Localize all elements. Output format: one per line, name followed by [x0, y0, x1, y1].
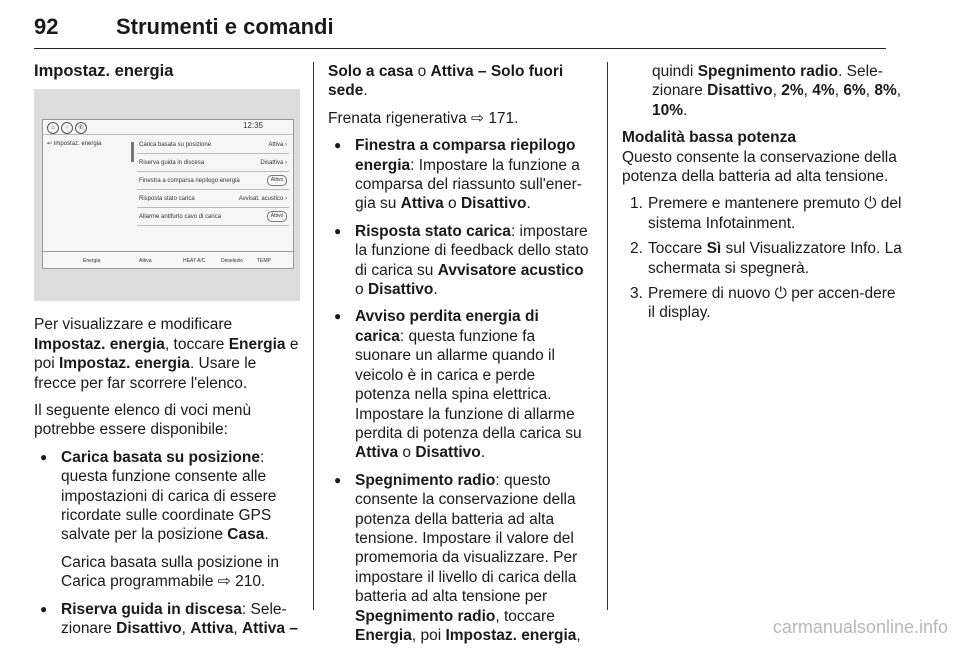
toggle-icon: Attivo: [267, 211, 287, 222]
infotainment-screen: [42, 119, 294, 269]
home-icon: ⌂: [47, 122, 59, 134]
apps-icon: ⁘: [61, 122, 73, 134]
screenshot-figure: [34, 89, 300, 301]
screen-row: Allarme antifurto cavo di carica Attivo: [137, 208, 289, 226]
continued-text: Solo a casa o Attiva – Solo fuori sede.: [328, 63, 564, 100]
phone-icon: ✆: [75, 122, 87, 134]
column-divider: [313, 62, 314, 610]
watermark: carmanualsonline.info: [772, 617, 948, 637]
screen-bottom-bar: Energia Attiva HEAT A/C Deselezio TEMP: [43, 251, 293, 268]
section-heading: Impostaz. energia: [34, 62, 174, 80]
page-number: 92: [34, 14, 59, 39]
screen-row: Risposta stato carica Avvisat. acustico ›: [137, 190, 289, 208]
list-item: ● Avviso perdita energia di carica: questa funzione fa suonare un allarme quando il veicolo è in carica e perde potenza nella spina elettrica. Impostare la funzione di allarme perdita di potenza della carica su Attiva o Disattivo.: [328, 307, 590, 462]
subsection-heading: Modalità bassa potenza: [622, 129, 796, 147]
list-item: ● Risposta stato carica: impostare la funzione di feedback dello stato di carica su Avvisatore acustico o Disattivo.: [328, 222, 590, 300]
list-item: ● Carica basata su posizione: questa funzione consente alle impostazioni di carica di essere ricordate sulle coordinate GPS salvate per la posizione Casa. Carica basata sulla posizione in Carica programmabile ⇨ 210.: [34, 448, 302, 592]
chapter-title: Strumenti e comandi: [116, 14, 334, 39]
step-item: 3. Premere di nuovo ⏻ per accen-dere il display.: [630, 285, 896, 322]
page-header: [34, 8, 886, 48]
list-item: ● Finestra a comparsa riepilogo energia: Impostare la funzione a comparsa del riassunto sull'ener-gia su Attiva o Disattivo.: [328, 136, 590, 214]
list-intro: Il seguente elenco di voci menù potrebbe essere disponibile:: [34, 402, 252, 439]
screen-settings-list: [137, 136, 289, 226]
back-arrow-icon: ↩: [47, 141, 54, 148]
screen-clock: 12:35: [242, 121, 263, 131]
screen-row: Riserva guida in discesa Disattiva ›: [137, 154, 289, 172]
continued-text: quindi Spegnimento radio. Sele-zionare Disattivo, 2%, 4%, 6%, 8%, 10%.: [652, 63, 902, 119]
list-item-note: Carica basata sulla posizione in Carica programmabile ⇨ 210.: [61, 553, 279, 591]
list-item: ● Spegnimento radio: questo consente la conservazione della potenza della batteria ad alta tensione. Impostare il valore del promemoria da visualizzare. Per impostare il livello di carica della batteria ad alta tensione per Spegnimento radio, toccare Energia, poi Impostaz. energia,: [328, 471, 590, 646]
step-item: 2. Toccare Sì sul Visualizzatore Info. La schermata si spegnerà.: [630, 240, 902, 277]
column-1: [34, 62, 302, 647]
column-2: [328, 62, 590, 653]
header-rule: [34, 48, 886, 49]
column-3: [622, 62, 902, 329]
scroll-bar: [131, 142, 134, 162]
screen-back-label: ↩ Impostaz. energia: [47, 141, 102, 148]
screen-top-bar: [43, 120, 293, 135]
toggle-icon: Attivo: [267, 175, 287, 186]
cross-reference: Frenata rigenerativa ⇨ 171.: [328, 109, 519, 127]
list-item: ● Riserva guida in discesa: Sele-zionare Disattivo, Attiva, Attiva –: [34, 600, 302, 639]
intro-paragraph: Per visualizzare e modificare Impostaz. energia, toccare Energia e poi Impostaz. energia. Usare le frecce per far scorrere l'elenco.: [34, 316, 299, 392]
screen-row: Finestra a comparsa riepilogo energia Attivo: [137, 172, 289, 190]
screen-row: Carica basata su posizione Attiva ›: [137, 136, 289, 154]
subsection-text: Questo consente la conservazione della potenza della batteria ad alta tensione.: [622, 148, 897, 186]
column-divider: [607, 62, 608, 610]
step-item: 1. Premere e mantenere premuto ⏻ del sistema Infotainment.: [630, 195, 902, 232]
